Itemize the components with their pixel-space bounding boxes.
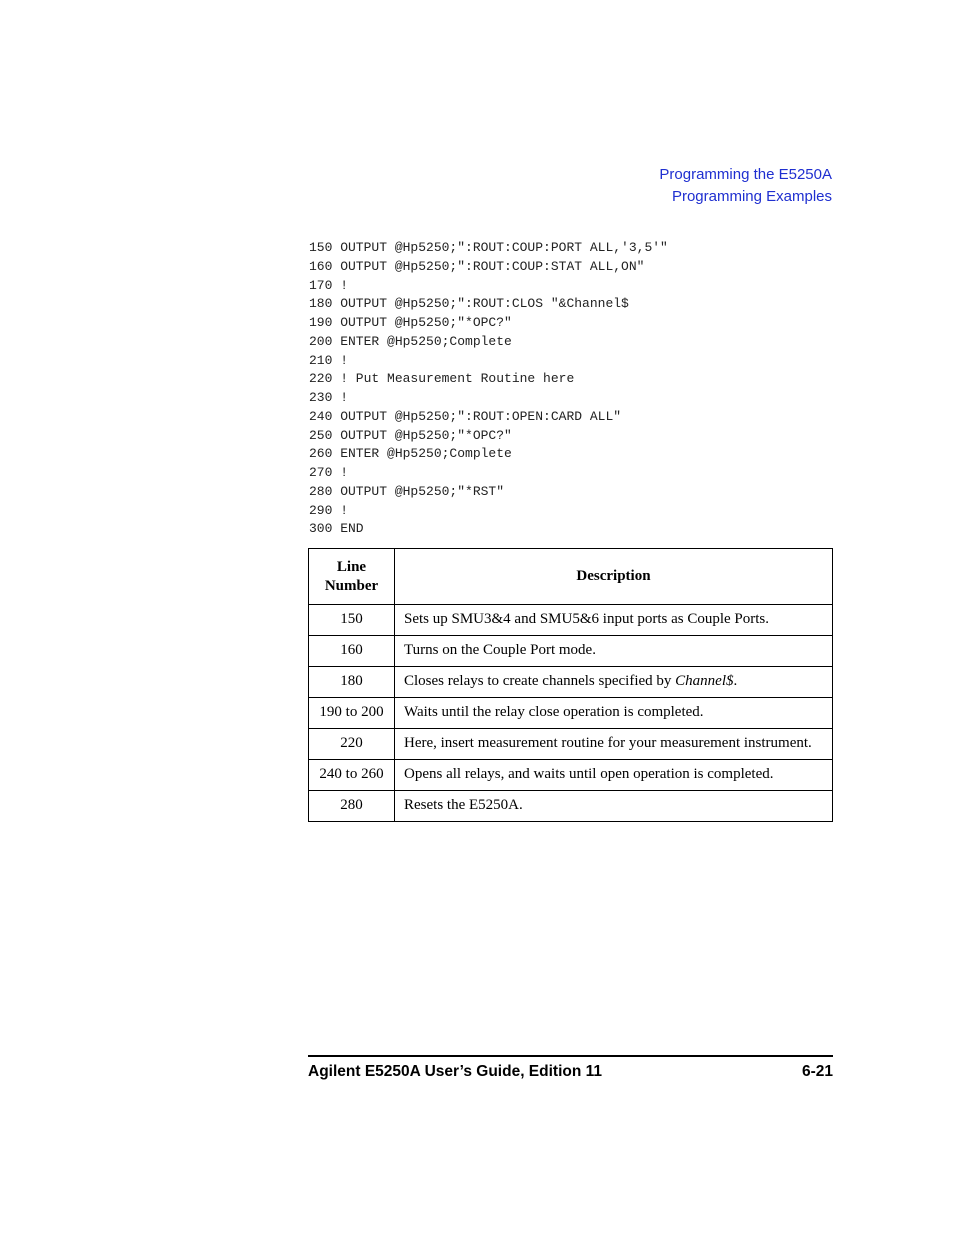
running-header xyxy=(659,164,832,208)
description-header: Description xyxy=(395,549,833,605)
description-cell xyxy=(395,729,833,760)
footer-rule xyxy=(308,1055,833,1057)
description-text: Sets up SMU3&4 and SMU5&6 input ports as Couple Ports. xyxy=(404,611,770,627)
code-line: 190 OUTPUT @Hp5250;"*OPC?" xyxy=(309,315,512,330)
header-text: Line xyxy=(336,558,367,575)
code-line: 220 ! Put Measurement Routine here xyxy=(309,371,575,387)
variable-name: Channel$ xyxy=(675,673,734,689)
line-description-table xyxy=(308,548,833,822)
code-line: 180 OUTPUT @Hp5250;":ROUT:CLOS "&Channel$ xyxy=(309,296,629,312)
code-listing xyxy=(309,239,668,539)
table-row xyxy=(309,636,833,667)
code-line: 150 OUTPUT @Hp5250;":ROUT:COUP:PORT ALL,'3,5'" xyxy=(309,240,668,255)
footer-title: Agilent E5250A User’s Guide, Edition 11 xyxy=(308,1063,603,1080)
code-line: 270 ! xyxy=(309,465,349,480)
header-text: Number xyxy=(324,577,379,594)
description-text: Closes relays to create channels specified by xyxy=(404,673,676,689)
line-number-cell: 160 xyxy=(309,636,395,667)
table-row xyxy=(309,729,833,760)
line-number-header xyxy=(309,549,395,605)
line-number-cell: 220 xyxy=(309,729,395,760)
chapter-link[interactable]: Programming the E5250A xyxy=(659,166,832,183)
description-cell xyxy=(395,698,833,729)
description-text: Turns on the Couple Port mode. xyxy=(404,642,596,658)
table-row xyxy=(309,760,833,791)
table-row xyxy=(309,791,833,822)
code-line: 300 END xyxy=(309,521,364,537)
description-text-end: . xyxy=(733,673,738,689)
table-row xyxy=(309,698,833,729)
description-text: Opens all relays, and waits until open operation is completed. xyxy=(404,766,774,782)
description-cell xyxy=(395,636,833,667)
code-line: 210 ! xyxy=(309,352,349,368)
description-text: Waits until the relay close operation is completed. xyxy=(404,704,704,720)
description-text: Here, insert measurement routine for your measurement instrument. xyxy=(404,735,812,751)
description-cell xyxy=(395,760,833,791)
table-header-row xyxy=(309,549,833,605)
description-text: Resets the E5250A. xyxy=(404,797,523,813)
code-line: 200 ENTER @Hp5250;Complete xyxy=(309,333,512,349)
description-cell xyxy=(395,605,833,636)
line-number-cell: 280 xyxy=(309,791,395,822)
code-line: 290 ! xyxy=(309,502,349,518)
code-line: 160 OUTPUT @Hp5250;":ROUT:COUP:STAT ALL,ON" xyxy=(309,258,645,274)
code-line: 250 OUTPUT @Hp5250;"*OPC?" xyxy=(309,427,512,443)
line-number-cell: 180 xyxy=(309,667,395,698)
page-number: 6-21 xyxy=(801,1063,833,1080)
section-link[interactable]: Programming Examples xyxy=(671,188,832,205)
table-row xyxy=(309,605,833,636)
line-number-cell: 150 xyxy=(309,605,395,636)
code-line: 280 OUTPUT @Hp5250;"*RST" xyxy=(309,483,505,499)
table-row xyxy=(309,667,833,698)
code-line: 240 OUTPUT @Hp5250;":ROUT:OPEN:CARD ALL" xyxy=(309,408,622,424)
code-line: 260 ENTER @Hp5250;Complete xyxy=(309,446,512,462)
description-cell xyxy=(395,791,833,822)
code-line: 170 ! xyxy=(309,277,349,293)
code-line: 230 ! xyxy=(309,390,349,405)
description-cell xyxy=(395,667,833,698)
line-number-cell: 240 to 260 xyxy=(309,760,395,791)
line-number-cell: 190 to 200 xyxy=(309,698,395,729)
